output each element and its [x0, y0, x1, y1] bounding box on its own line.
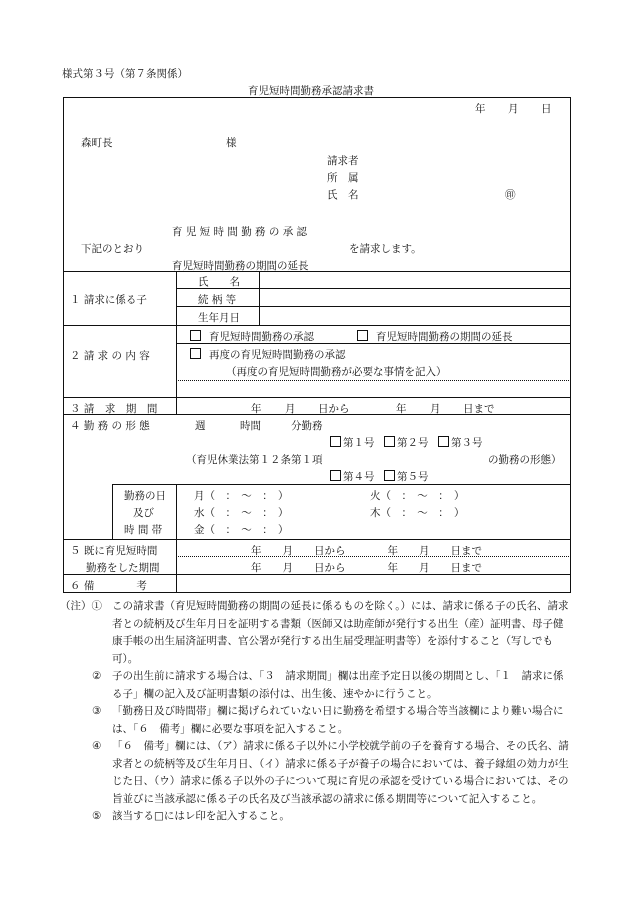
- period-month: 月: [285, 403, 296, 415]
- checkbox-approval[interactable]: [190, 329, 314, 344]
- type-5-label: 第５号: [397, 471, 429, 483]
- seal-mark: ㊞: [505, 189, 516, 201]
- child-birth-label: 生年月日: [198, 312, 240, 324]
- checkbox-type-1[interactable]: [330, 435, 375, 450]
- note-3-text: 「勤務日及び時間帯」欄に掲げられていない日に勤務を希望する場合等当該欄により難い場合には、「６ 備考」欄に必要な事項を記入すること。: [112, 705, 564, 735]
- checkbox-icon[interactable]: [384, 470, 395, 481]
- minutes-label: 分勤務: [291, 420, 323, 432]
- date-year: 年: [475, 103, 486, 115]
- checkbox-type-3[interactable]: [438, 435, 483, 450]
- week-label: 週: [195, 420, 206, 432]
- requester-label: 請求者: [327, 155, 359, 167]
- option-reapproval-label: 再度の育児短時間勤務の承認: [209, 349, 346, 361]
- tuesday-slot: 火（ ： 〜 ： ）: [370, 490, 465, 502]
- monday-slot: 月（ ： 〜 ： ）: [194, 490, 289, 502]
- addressee-honorific: 様: [226, 137, 237, 149]
- note-2-mark: ②: [92, 670, 102, 682]
- below-text: 下記のとおり: [81, 243, 144, 255]
- period-to: 日まで: [463, 403, 495, 415]
- hours-label: 時間: [240, 420, 261, 432]
- note-4-text: 「６ 備考」欄には、（ア）請求に係る子以外に小学校就学前の子を養育する場合、その氏名、請求者との続柄等及び生年月日、（イ）請求に係る子が養子の場合においては、養子縁組の効力が生じた日、（ウ）請求に係る子以外の子について現に育児の承認を受けている場合においては、その旨並びに当該承認に係る子の氏名及び当該承認の請求に係る期間等について記入すること。: [112, 740, 569, 805]
- addressee: 森町長: [81, 137, 113, 149]
- request-option-extension: 育児短時間勤務の期間の延長: [172, 260, 309, 272]
- child-name-label: 氏 名: [198, 276, 240, 288]
- dept-label: 所 属: [327, 172, 359, 184]
- checkbox-type-2[interactable]: [384, 435, 429, 450]
- thursday-slot: 木（ ： 〜 ： ）: [370, 507, 465, 519]
- period-year: 年: [251, 403, 262, 415]
- period-month-end: 月: [430, 403, 441, 415]
- note-5-mark: ⑤: [92, 810, 102, 822]
- days-label-2: 及び: [133, 507, 154, 519]
- note-2: [68, 668, 573, 703]
- checkbox-type-5[interactable]: [384, 469, 429, 484]
- date-month: 月: [508, 103, 519, 115]
- checkbox-icon[interactable]: [330, 436, 341, 447]
- prior-section-label-2: 勤務をした期間: [86, 562, 160, 574]
- note-1-text: この請求書（育児短時間勤務の期間の延長に係るものを除く。）には、請求に係る子の氏名、請求者との続柄及び生年月日を証明する書類（医師又は助産師が発行する出生（産）証明書、母子健康手帳の出生届済証明書、官公署が発行する出生届受理証明書等）を添付すること（写しでも可）。: [112, 600, 569, 665]
- checkbox-icon[interactable]: [190, 348, 201, 359]
- content-section-label: ２ 請 求 の 内 容: [70, 350, 150, 362]
- option-extension-label: 育児短時間勤務の期間の延長: [376, 331, 513, 343]
- note-4: [68, 738, 573, 808]
- notes: [60, 598, 573, 826]
- period-section-label: ３ 請 求 期 間: [70, 403, 158, 415]
- form-number: 様式第３号（第７条関係）: [62, 68, 188, 80]
- checkbox-extension[interactable]: [357, 329, 513, 344]
- checkbox-icon[interactable]: [357, 330, 368, 341]
- law-reference-end: の勤務の形態）: [488, 454, 562, 466]
- prior-section-label-1: ５ 既に育児短時間: [70, 545, 158, 557]
- note-5: [68, 808, 573, 826]
- checkbox-icon[interactable]: [384, 436, 395, 447]
- checkbox-icon[interactable]: [190, 330, 201, 341]
- days-label-3: 時 間 帯: [124, 524, 163, 536]
- request-option-approval: 育 児 短 時 間 勤 務 の 承 認: [172, 226, 308, 238]
- days-label-1: 勤務の日: [124, 490, 166, 502]
- type-1-label: 第１号: [343, 437, 375, 449]
- checkbox-icon[interactable]: [330, 470, 341, 481]
- child-section-label: １ 請求に係る子: [70, 294, 147, 306]
- prior-period-row-1: 年 月 日から 年 月 日まで: [251, 545, 482, 557]
- note-1-mark: （注）①: [60, 600, 102, 612]
- checkbox-reapproval[interactable]: [190, 347, 346, 362]
- period-from: 日から: [318, 403, 350, 415]
- child-relation-label: 続 柄 等: [198, 294, 237, 306]
- period-year-end: 年: [396, 403, 407, 415]
- type-4-label: 第４号: [343, 471, 375, 483]
- note-5-text: 該当する□にはレ印を記入すること。: [112, 810, 290, 822]
- checkbox-icon[interactable]: [438, 436, 449, 447]
- note-2-text: 子の出生前に請求する場合は、「３ 請求期間」欄は出産予定日以後の期間とし、「１ 請求に係る子」欄の記入及び証明書類の添付は、出生後、速やかに行うこと。: [112, 670, 564, 700]
- wednesday-slot: 水（ ： 〜 ： ）: [194, 507, 289, 519]
- prior-period-row-2: 年 月 日から 年 月 日まで: [251, 562, 482, 574]
- friday-slot: 金（ ： 〜 ： ）: [194, 524, 289, 536]
- date-day: 日: [541, 103, 552, 115]
- law-reference: （育児休業法第１２条第１項: [186, 454, 323, 466]
- note-1: [60, 598, 573, 668]
- type-2-label: 第２号: [397, 437, 429, 449]
- note-3-mark: ③: [92, 705, 102, 717]
- checkbox-type-4[interactable]: [330, 469, 375, 484]
- name-label: 氏 名: [327, 189, 359, 201]
- option-approval-label: 育児短時間勤務の承認: [209, 331, 314, 343]
- request-text: を請求します。: [349, 243, 422, 255]
- note-4-mark: ④: [92, 740, 102, 752]
- remarks-label: ６ 備 考: [70, 580, 147, 592]
- form-section-label: ４ 勤 務 の 形 態: [70, 420, 150, 432]
- reapproval-note: （再度の育児短時間勤務が必要な事情を記入）: [226, 366, 447, 378]
- form-title: 育児短時間勤務承認請求書: [248, 85, 374, 97]
- note-3: [68, 703, 573, 738]
- type-3-label: 第３号: [451, 437, 483, 449]
